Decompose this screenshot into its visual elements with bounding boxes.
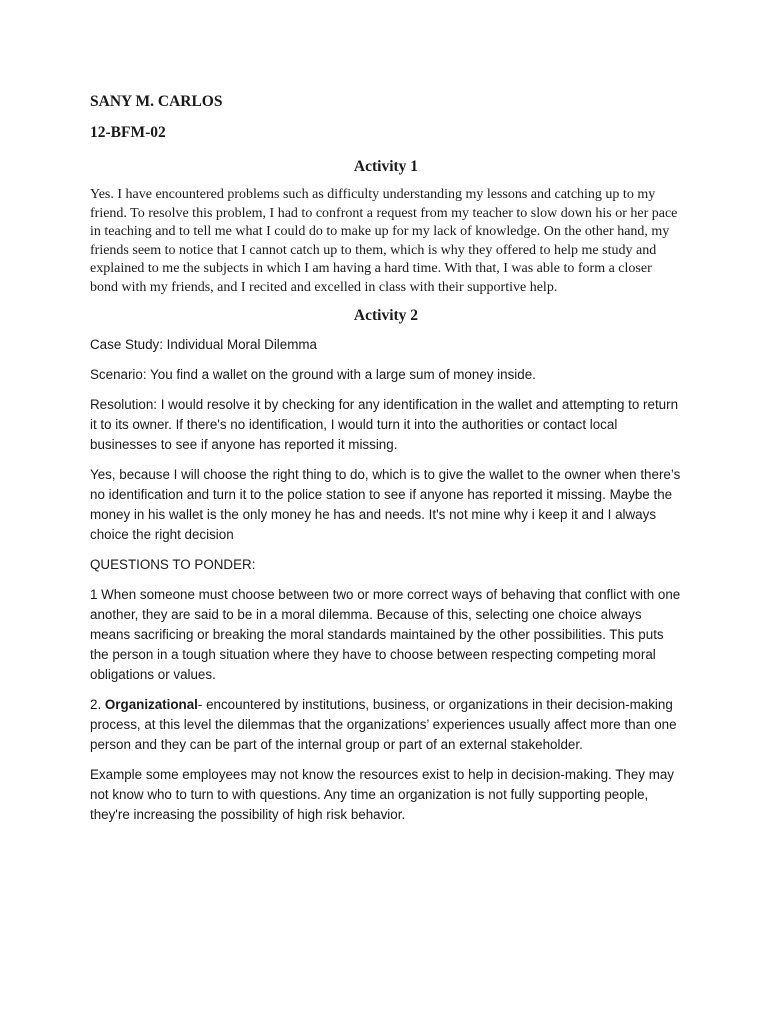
student-section: 12-BFM-02 <box>90 124 166 141</box>
activity-1-paragraph: Yes. I have encountered problems such as difficulty understanding my lessons and catching up to my friend. To resolve this problem, I had to confront a request from my teacher to slow down his or her pace in teaching and to tell me what I could do to make up for my lack of knowledge. On the other hand, my friends seem to notice that I cannot catch up to them, which is why they offered to help me study and explained to me the subjects in which I am having a hard time. With that, I was able to form a closer bond with my friends, and I recited and excelled in class with their supportive help. <box>90 187 678 295</box>
question-2-answer <box>90 695 682 755</box>
question-2-text: - encountered by institutions, business, or organizations in their decision-making process, at this level the dilemmas that the organizations’ experiences usually affect more than one person and they can be part of the internal group or part of an external stakeholder. <box>90 697 677 752</box>
question-2-term: Organizational <box>104 697 198 712</box>
scenario-paragraph: Scenario: You find a wallet on the ground with a large sum of money inside. <box>90 367 536 382</box>
answer-paragraph: Yes, because I will choose the right thing to do, which is to give the wallet to the owner when there’s no identification and turn it to the police station to see if anyone has reported it missing. Maybe the money in his wallet is the only money he has and needs. It's not mine why i keep it and I always choice the right decision <box>90 467 681 542</box>
activity-2-heading: Activity 2 <box>353 307 419 324</box>
student-name: SANY M. CARLOS <box>90 93 223 110</box>
questions-heading: QUESTIONS TO PONDER: <box>90 557 256 572</box>
document-body <box>90 92 682 835</box>
activity-1-heading: Activity 1 <box>353 158 419 175</box>
question-1-answer: 1 When someone must choose between two or more correct ways of behaving that conflict with one another, they are said to be in a moral dilemma. Because of this, selecting one choice always means sacrificing or breaking the moral standards maintained by the other possibilities. This puts the person in a tough situation where they have to choose between respecting competing moral obligations or values. <box>90 587 681 682</box>
resolution-paragraph: Resolution: I would resolve it by checking for any identification in the wallet and attempting to return it to its owner. If there's no identification, I would turn it into the authorities or contact local businesses to see if anyone has reported it missing. <box>90 397 679 452</box>
question-2-number: 2. <box>90 697 105 712</box>
case-study-title: Case Study: Individual Moral Dilemma <box>90 337 317 352</box>
example-paragraph: Example some employees may not know the resources exist to help in decision-making. They may not know who to turn to with questions. Any time an organization is not fully supporting people, they're increasing the possibility of high risk behavior. <box>90 767 675 822</box>
